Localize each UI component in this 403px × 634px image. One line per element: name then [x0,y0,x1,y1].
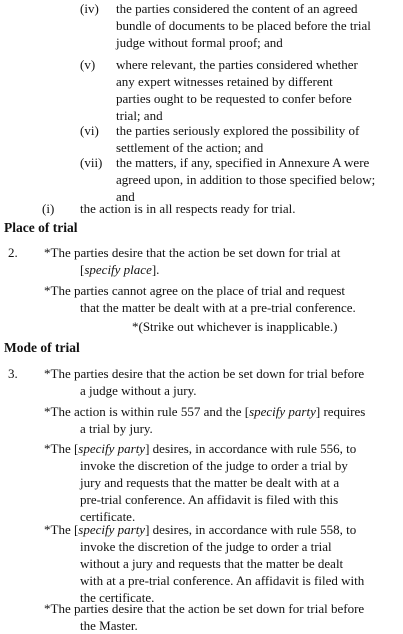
text-line: the certificate. [80,590,155,605]
list-number: (iv) [80,1,99,16]
text-line: with at a pre-trial conference. An affidavit is filed with [80,573,365,588]
list-item-text [116,154,399,205]
text-line: *The parties desire that the action be set down for trial before [44,366,365,381]
text-line: *The parties desire that the action be set down for trial before [44,601,365,616]
text-line: *(Strike out whichever is inapplicable.) [132,319,338,334]
list-item-text [116,122,399,156]
placeholder-text: specify party [249,404,316,419]
paragraph-number: 3. [8,366,18,381]
paragraph-text [44,403,399,437]
list-number: (vi) [80,123,99,138]
text-line: the action is in all respects ready for trial. [80,201,296,216]
text-segment: ] requires [315,404,366,419]
section-heading-place-of-trial: Place of trial [4,220,78,235]
text-segment: *The [ [44,441,79,456]
text-line: jury and requests that the matter be dealt with at a [80,475,340,490]
footnote-text [132,318,392,335]
text-segment: ] desires, in accordance with rule 556, to [145,441,357,456]
list-number: (i) [42,201,55,216]
text-line: trial; and [116,108,163,123]
text-line: certificate. [80,509,136,524]
text-line: *The parties desire that the action be set down for trial at [44,245,341,260]
text-line: judge without formal proof; and [116,35,283,50]
bracket-open: [ [80,262,85,277]
text-line: the parties considered the content of an agreed [116,1,358,16]
paragraph-text [44,440,399,525]
text-segment: *The action is within rule 557 and the [ [44,404,250,419]
text-line: that the matter be dealt with at a pre-trial conference. [80,300,356,315]
list-number: (vii) [80,155,103,170]
list-number: (v) [80,57,96,72]
text-segment: ] desires, in accordance with rule 558, to [145,522,357,537]
paragraph-text [44,600,402,634]
list-item-text [80,200,398,217]
text-line [44,403,399,420]
text-line: parties ought to be requested to confer before [116,91,352,106]
text-line: where relevant, the parties considered whether [116,57,358,72]
placeholder-text: specify party [78,522,146,537]
paragraph-text [44,282,399,316]
text-line: invoke the discretion of the judge to order a trial by [80,458,348,473]
text-line: without a jury and requests that the matter be dealt [80,556,344,571]
text-line: bundle of documents to be placed before the trial [116,18,371,33]
text-line: invoke the discretion of the judge to order a trial [80,539,332,554]
text-line: pre-trial conference. An affidavit is filed with this [80,492,339,507]
text-line [44,521,399,538]
text-line: *The parties cannot agree on the place of trial and request [44,283,346,298]
text-line: a judge without a jury. [80,383,197,398]
text-line: a trial by jury. [80,421,153,436]
text-line: agreed upon, in addition to those specified below; [116,172,376,187]
text-line: the Master. [80,618,138,633]
text-line: settlement of the action; and [116,140,264,155]
paragraph-text [44,244,399,278]
paragraph-text [44,365,402,399]
paragraph-text [44,521,399,606]
bracket-close: ]. [151,262,160,277]
placeholder-text: specify place [84,262,152,277]
list-item-text [116,0,399,51]
text-line [44,261,399,278]
text-line: and [116,189,135,204]
text-line [44,440,399,457]
text-line: the parties seriously explored the possibility of [116,123,360,138]
text-line: the matters, if any, specified in Annexure A were [116,155,370,170]
text-segment: *The [ [44,522,79,537]
paragraph-number: 2. [8,245,18,260]
text-line: any expert witnesses retained by different [116,74,333,89]
list-item-text [116,56,399,124]
placeholder-text: specify party [78,441,146,456]
section-heading-mode-of-trial: Mode of trial [4,340,80,355]
